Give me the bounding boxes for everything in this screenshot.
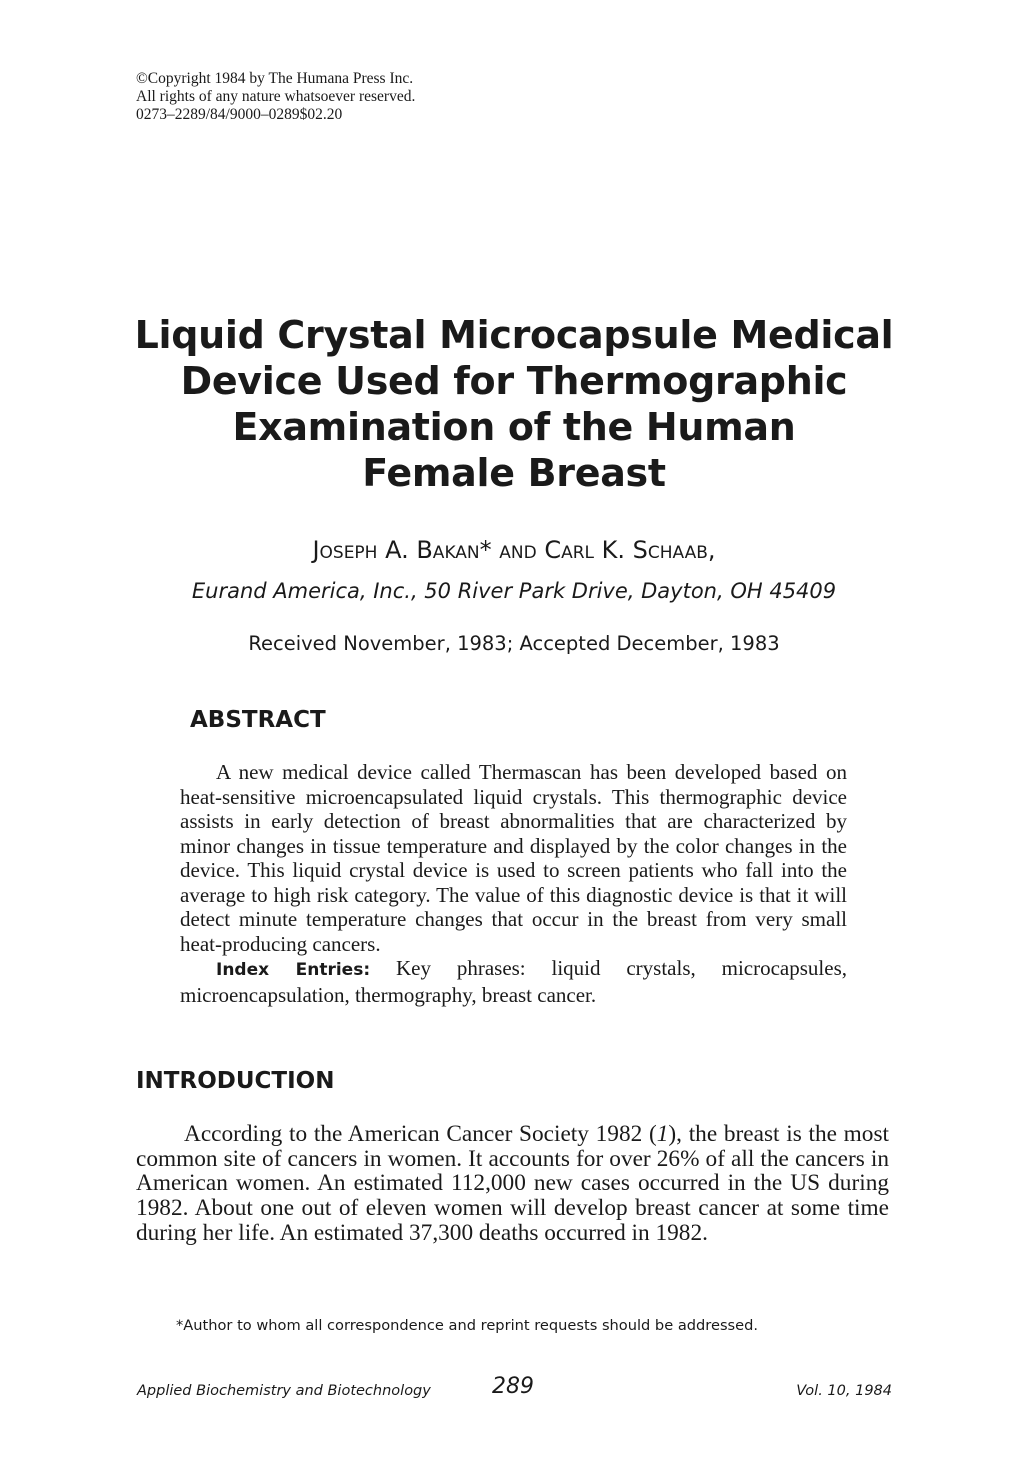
intro-text: ), the breast is the most common site of cancers in women. It accounts for over 26% of all the cancers in American women. An estimated 112,000 new cases occurred in the US during 1982. About one out of eleven women will develop breast cancer at some time during her life. An estimated 37,300 deaths occurred in 1982. <box>136 1121 889 1246</box>
received-dates: Received November, 1983; Accepted December, 1983 <box>248 632 780 655</box>
author-affiliation: Eurand America, Inc., 50 River Park Drive, Dayton, OH 45409 <box>191 579 837 603</box>
journal-name: Applied Biochemistry and Biotechnology <box>137 1383 431 1399</box>
rights-line: All rights of any nature whatsoever reserved. <box>136 88 416 105</box>
author-footnote: *Author to whom all correspondence and reprint requests should be addressed. <box>176 1317 759 1334</box>
abstract-paragraph: A new medical device called Thermascan has been developed based on heat-sensitive microencapsulated liquid crystals. This thermographic device assists in early detection of breast abnormalities that are characterized by minor changes in tissue temperature and displayed by the color changes in the device. This liquid crystal device is used to screen patients who fall into the average to high risk category. The value of this diagnostic device is that it will detect minute temperature changes that occur in the breast from very small heat-producing cancers. <box>180 760 847 956</box>
title-line: Liquid Crystal Microcapsule Medical <box>134 313 894 357</box>
introduction-paragraph <box>136 1122 889 1246</box>
title-line: Device Used for Thermographic <box>180 359 848 403</box>
abstract-heading: ABSTRACT <box>190 707 326 733</box>
copyright-notice <box>136 70 636 124</box>
index-entries-label: Index Entries: <box>216 960 371 980</box>
article-title <box>100 312 928 496</box>
author-list: Joseph A. Bakan* and Carl K. Schaab, <box>312 536 716 564</box>
introduction-body <box>136 1122 889 1246</box>
volume-year: Vol. 10, 1984 <box>796 1383 892 1399</box>
citation-reference: 1 <box>656 1121 669 1147</box>
intro-text: According to the American Cancer Society 1982 ( <box>184 1121 657 1147</box>
index-entries <box>180 956 847 1007</box>
index-entries-text: Key phrases: liquid crystals, microcapsules, microencapsulation, thermography, breast cancer. <box>180 956 847 1007</box>
abstract-body <box>180 760 847 1007</box>
title-line: Female Breast <box>362 451 666 495</box>
copyright-line: ©Copyright 1984 by The Humana Press Inc. <box>136 70 414 87</box>
introduction-heading: INTRODUCTION <box>136 1068 335 1094</box>
title-line: Examination of the Human <box>232 405 796 449</box>
issn-line: 0273–2289/84/9000–0289$02.20 <box>136 106 343 123</box>
page-number: 289 <box>492 1374 534 1399</box>
